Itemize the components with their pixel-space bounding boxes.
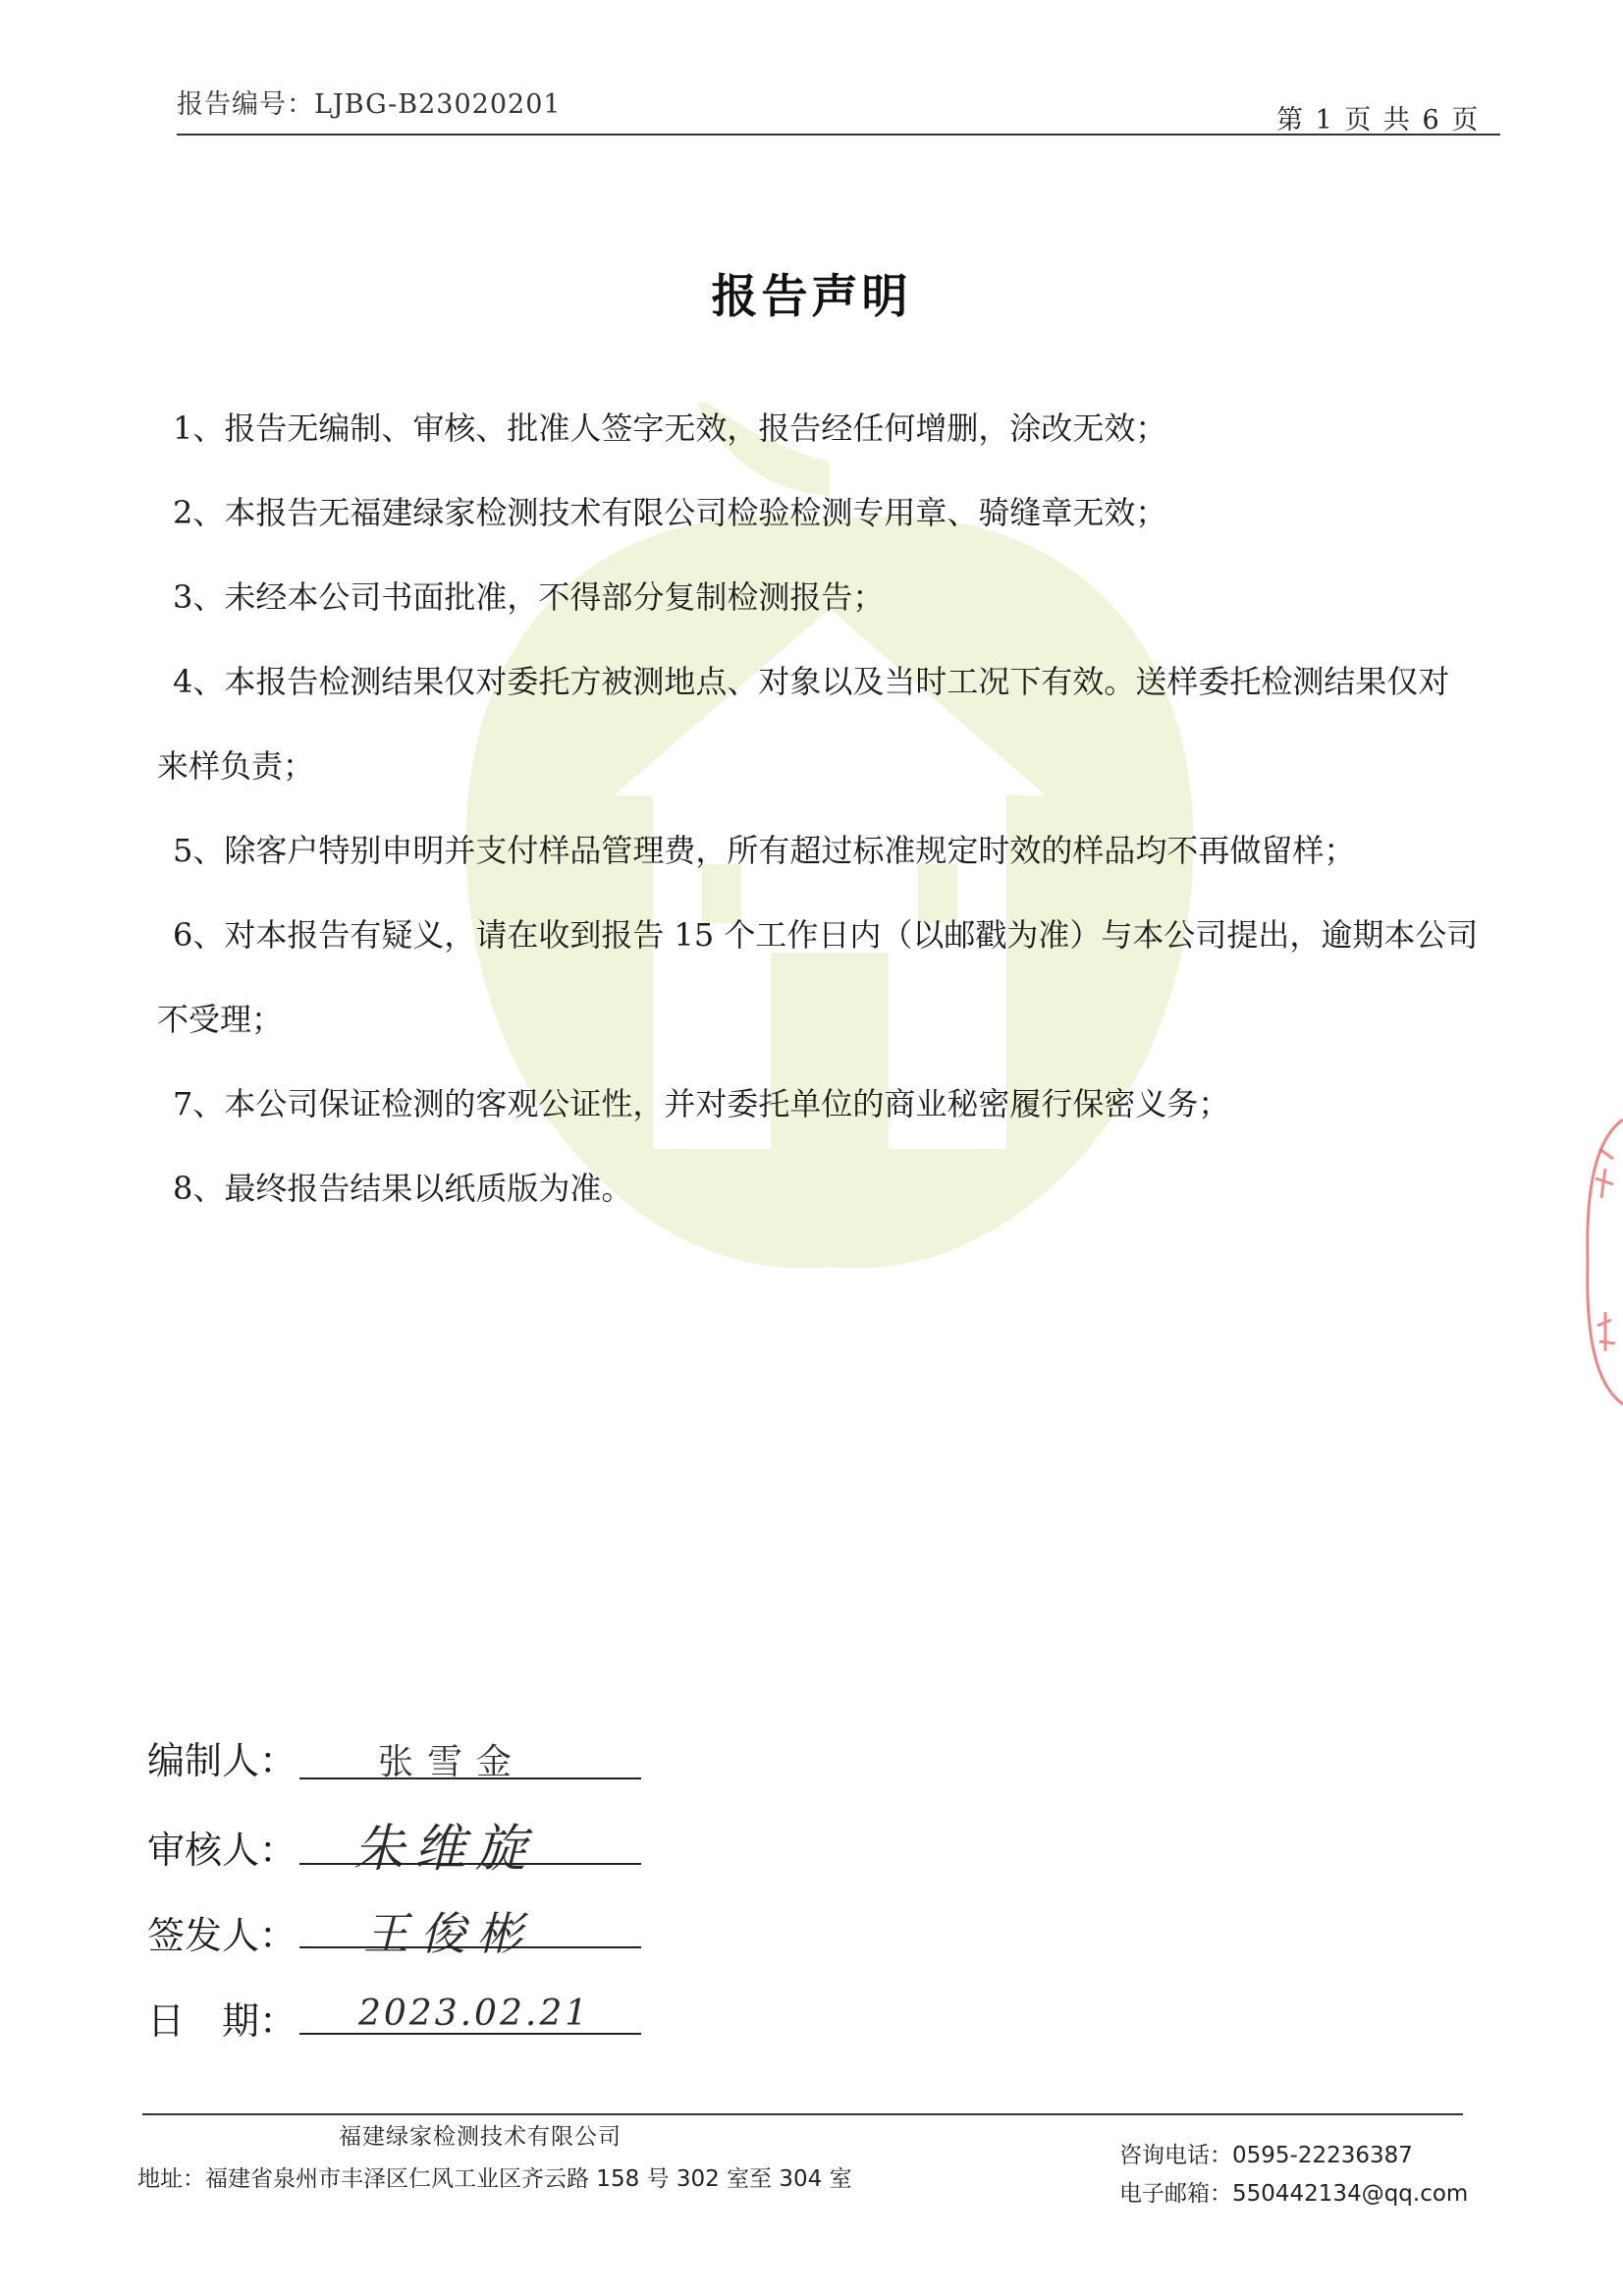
statement-item: 4、本报告检测结果仅对委托方被测地点、对象以及当时工况下有效。送样委托检测结果仅对 <box>173 663 1450 700</box>
statement-item: 7、本公司保证检测的客观公证性，并对委托单位的商业秘密履行保密义务； <box>173 1085 1230 1122</box>
compiler-label: 编制人： <box>147 1739 298 1782</box>
compiler-name: 张雪金 <box>378 1742 526 1782</box>
page-title: 报告声明 <box>711 270 912 324</box>
page-indicator: 第 1 页 共 6 页 <box>1276 105 1481 136</box>
reviewer-signature-line <box>299 1863 641 1865</box>
reviewer-signature: 朱维旋 <box>353 1820 537 1879</box>
footer-phone: 咨询电话：0595-22236387 <box>1119 2143 1413 2168</box>
footer-address: 地址：福建省泉州市丰泽区仁风工业区齐云路 158 号 302 室至 304 室 <box>137 2166 852 2192</box>
statement-item-continued: 不受理； <box>157 1001 284 1038</box>
reviewer-label: 审核人： <box>147 1829 298 1872</box>
date-line <box>299 2033 641 2035</box>
statement-item: 1、报告无编制、审核、批准人签字无效，报告经任何增删，涂改无效； <box>173 410 1167 447</box>
statement-item: 2、本报告无福建绿家检测技术有限公司检验检测专用章、骑缝章无效； <box>173 494 1167 531</box>
footer-email: 电子邮箱：550442134@qq.com <box>1119 2181 1469 2207</box>
footer-company: 福建绿家检测技术有限公司 <box>339 2124 622 2150</box>
statement-item: 6、对本报告有疑义，请在收到报告 15 个工作日内（以邮戳为准）与本公司提出，逾期本公司 <box>173 916 1479 954</box>
statement-item: 5、除客户特别申明并支付样品管理费，所有超过标准规定时效的样品均不再做留样； <box>173 832 1356 869</box>
date-value: 2023.02.21 <box>358 1994 591 2034</box>
date-label: 日 期： <box>147 1999 298 2043</box>
issuer-signature-line <box>299 1946 641 1948</box>
statement-list <box>157 386 1500 1230</box>
footer-divider <box>142 2113 1463 2115</box>
compiler-signature-line <box>299 1777 641 1779</box>
statement-item-continued: 来样负责； <box>157 747 315 785</box>
issuer-label: 签发人： <box>147 1914 298 1957</box>
issuer-signature: 王俊彬 <box>363 1907 534 1960</box>
report-number: 报告编号：LJBG-B23020201 <box>177 89 562 120</box>
statement-item: 3、未经本公司书面批准，不得部分复制检测报告； <box>173 578 885 616</box>
statement-item: 8、最终报告结果以纸质版为准。 <box>173 1170 633 1207</box>
header-divider <box>177 134 1500 136</box>
seal-edge-stamp <box>1576 1110 1623 1414</box>
